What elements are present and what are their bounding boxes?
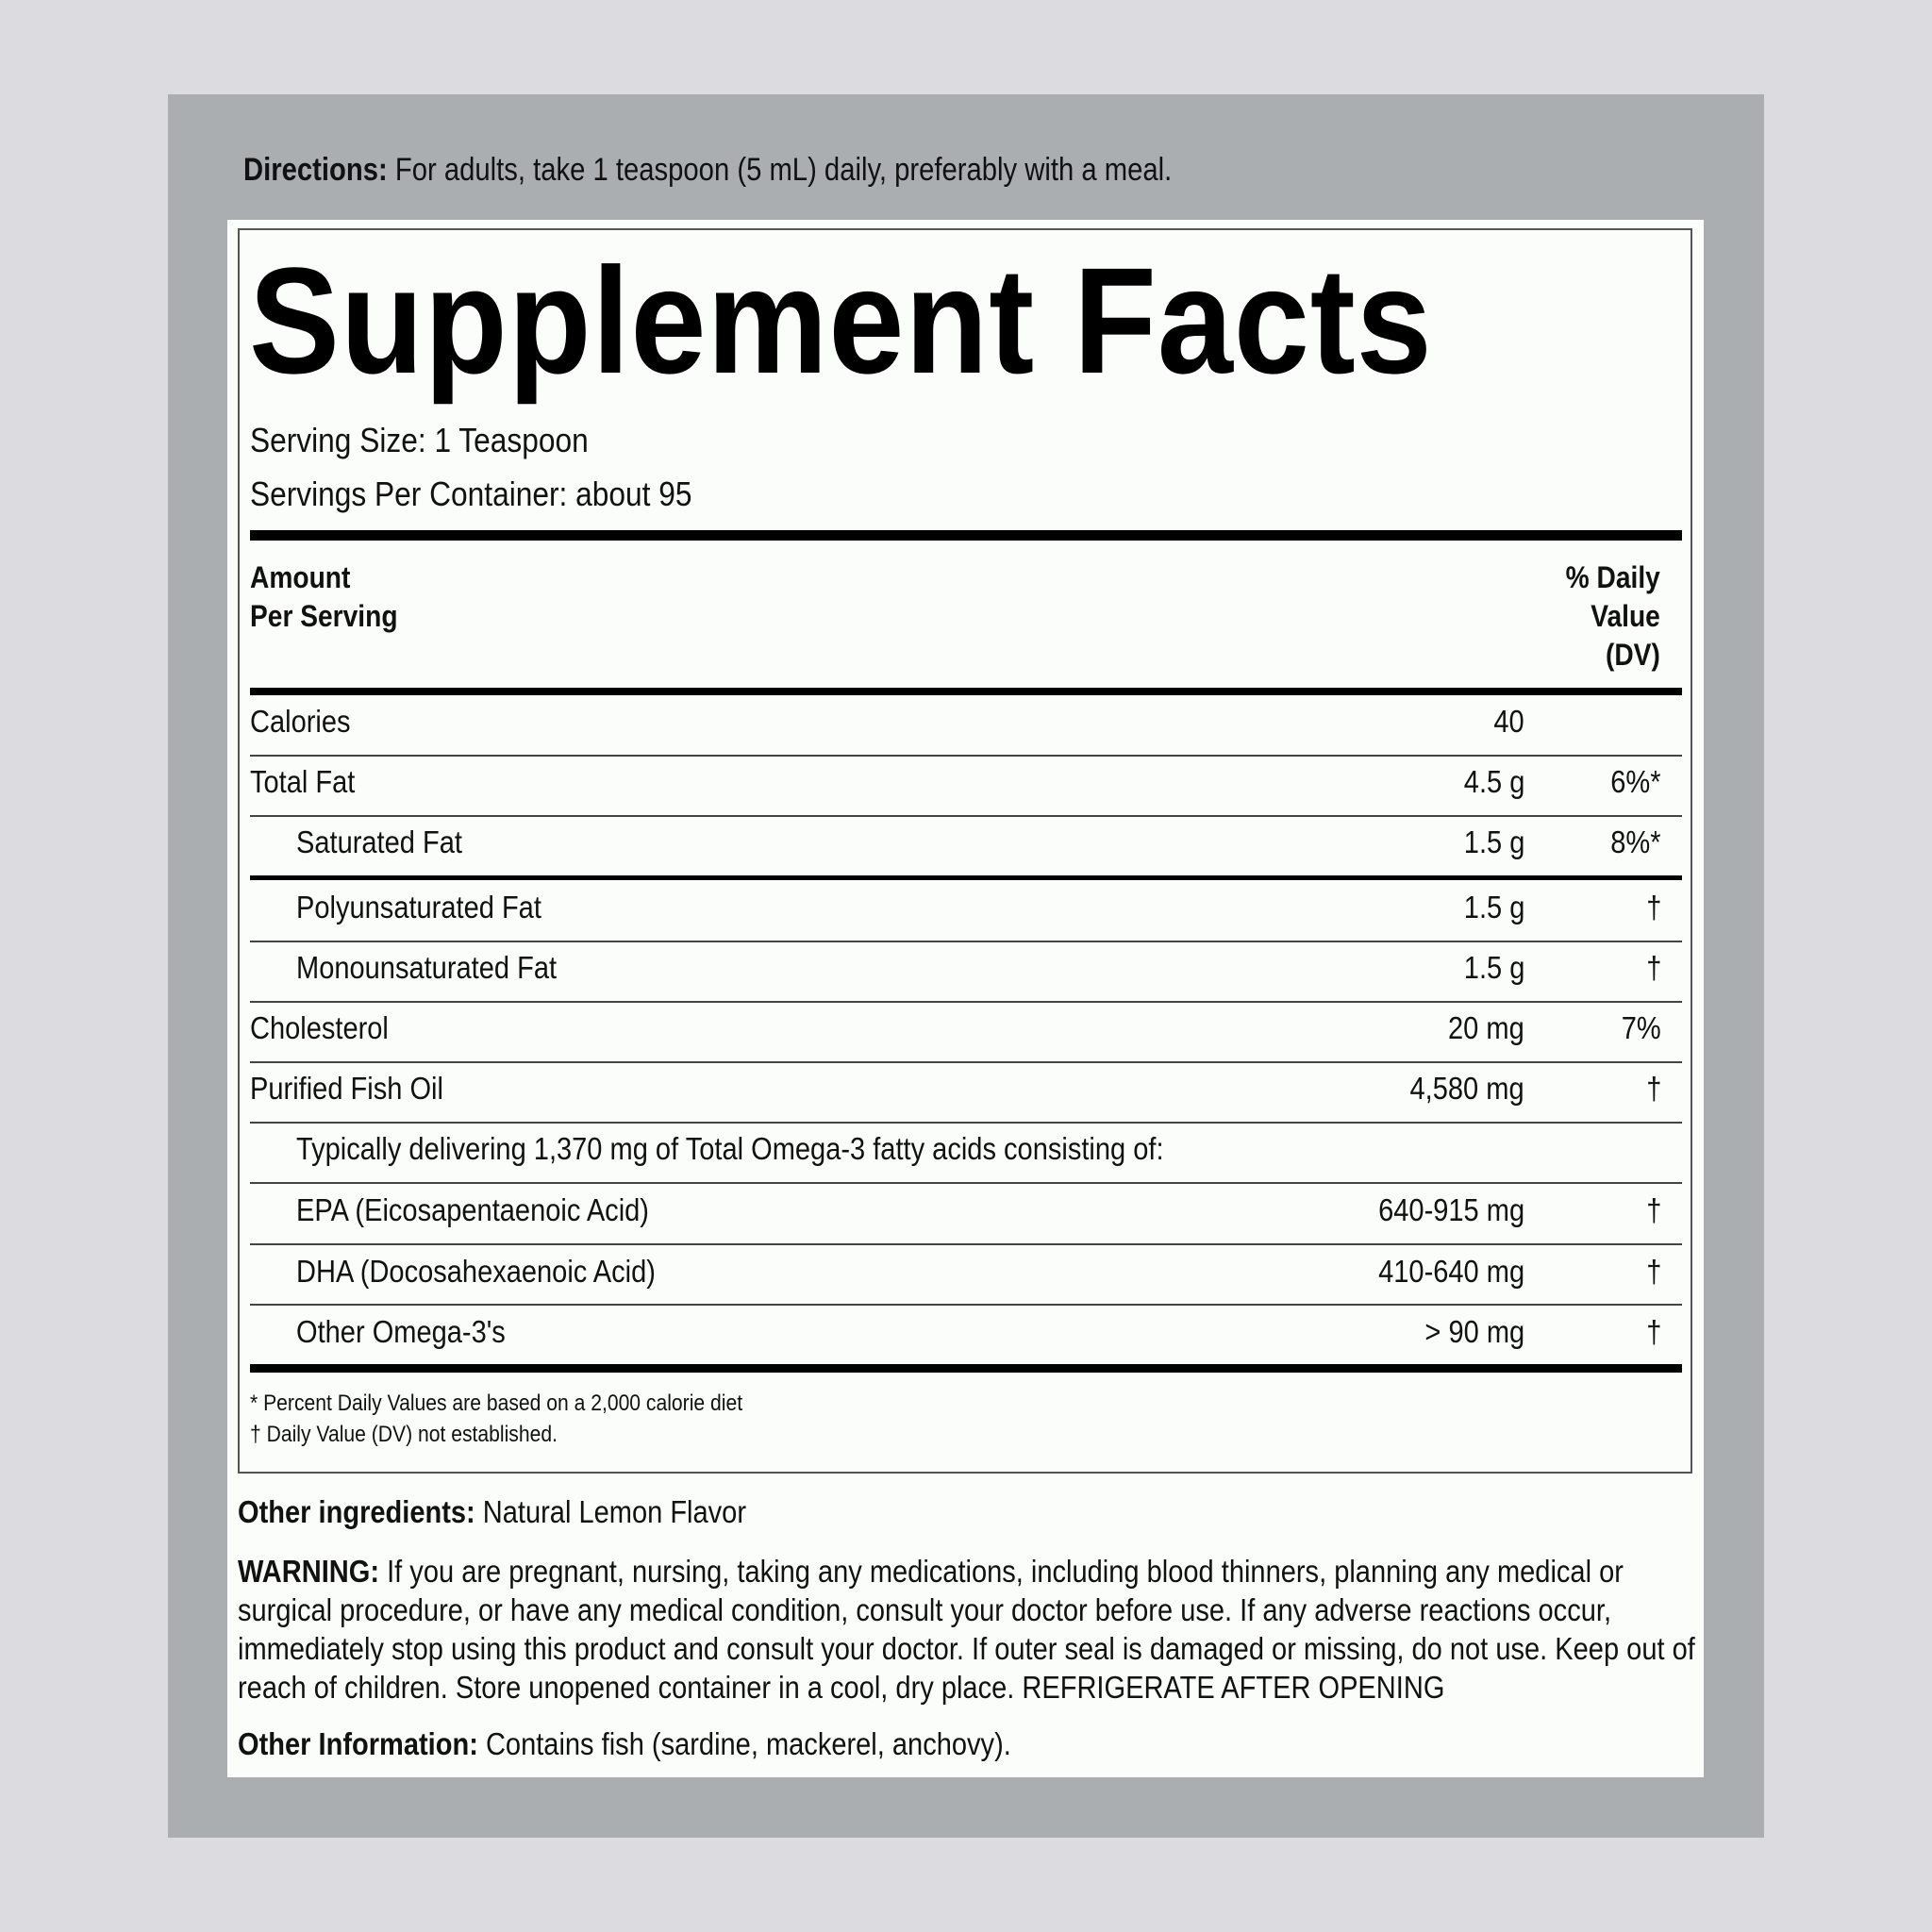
medium-divider xyxy=(250,875,1682,880)
row-label: Total Fat xyxy=(250,764,356,799)
row-label: Purified Fish Oil xyxy=(250,1071,443,1106)
row-divider xyxy=(250,1243,1682,1245)
row-dv: † xyxy=(1645,950,1661,985)
row-label: EPA (Eicosapentaenoic Acid) xyxy=(296,1192,649,1227)
header-amount-line1: Amount xyxy=(250,560,351,594)
row-label: Cholesterol xyxy=(250,1010,389,1045)
row-label: Typically delivering 1,370 mg of Total Omega-3 fatty acids consisting of: xyxy=(296,1131,1164,1166)
header-dv-line1: % Daily xyxy=(1565,560,1660,594)
thick-divider-bottom xyxy=(250,1364,1682,1373)
row-amount: 40 xyxy=(1493,704,1524,739)
row-divider xyxy=(250,1182,1682,1184)
row-amount: 410-640 mg xyxy=(1378,1254,1524,1289)
servings-per-container: Servings Per Container: about 95 xyxy=(250,475,692,513)
header-amount xyxy=(250,558,398,636)
row-label: Other Omega-3's xyxy=(296,1314,506,1349)
thick-divider-top xyxy=(250,530,1682,541)
footnote-dagger: † Daily Value (DV) not established. xyxy=(250,1422,558,1447)
row-dv: 7% xyxy=(1622,1010,1661,1045)
row-dv: † xyxy=(1645,890,1661,924)
row-amount: 640-915 mg xyxy=(1378,1192,1524,1227)
row-amount: > 90 mg xyxy=(1424,1314,1524,1349)
row-label: Monounsaturated Fat xyxy=(296,950,558,985)
other-ingredients-text: Natural Lemon Flavor xyxy=(475,1494,747,1529)
facts-title: Supplement Facts xyxy=(249,236,1433,405)
row-dv: † xyxy=(1645,1192,1661,1227)
row-dv: 8%* xyxy=(1610,824,1661,859)
directions xyxy=(243,151,1172,189)
row-dv: † xyxy=(1645,1254,1661,1289)
row-label: Calories xyxy=(250,704,351,739)
row-amount: 4.5 g xyxy=(1463,764,1524,799)
row-label: Saturated Fat xyxy=(296,824,462,859)
row-amount: 1.5 g xyxy=(1463,950,1524,985)
row-label: DHA (Docosahexaenoic Acid) xyxy=(296,1254,656,1289)
row-amount: 20 mg xyxy=(1448,1010,1524,1045)
header-dv-line2: Value xyxy=(1591,599,1660,633)
header-dv-line3: (DV) xyxy=(1606,638,1660,672)
other-information xyxy=(238,1724,1566,1763)
other-ingredients-label: Other ingredients: xyxy=(238,1494,475,1529)
other-information-text: Contains fish (sardine, mackerel, anchovy). xyxy=(477,1726,1011,1761)
other-ingredients xyxy=(238,1492,1566,1531)
footnote-percent: * Percent Daily Values are based on a 2,000 calorie diet xyxy=(250,1391,743,1416)
row-dv: † xyxy=(1645,1314,1661,1349)
row-divider xyxy=(250,1304,1682,1306)
row-dv: 6%* xyxy=(1610,764,1661,799)
serving-size: Serving Size: 1 Teaspoon xyxy=(250,421,589,459)
row-amount: 1.5 g xyxy=(1463,890,1524,924)
row-amount: 1.5 g xyxy=(1463,824,1524,859)
row-amount: 4,580 mg xyxy=(1409,1071,1524,1106)
row-divider xyxy=(250,815,1682,817)
row-divider xyxy=(250,755,1682,757)
row-label: Polyunsaturated Fat xyxy=(296,890,541,924)
row-dv: † xyxy=(1645,1071,1661,1106)
directions-text: For adults, take 1 teaspoon (5 mL) daily, preferably with a meal. xyxy=(387,152,1173,188)
row-divider xyxy=(250,941,1682,942)
warning xyxy=(238,1552,1724,1707)
row-divider xyxy=(250,1001,1682,1003)
row-divider xyxy=(250,1061,1682,1063)
thick-divider-header xyxy=(250,688,1682,695)
other-information-label: Other Information: xyxy=(238,1726,478,1761)
directions-label: Directions: xyxy=(243,152,388,188)
header-amount-line2: Per Serving xyxy=(250,599,398,633)
row-divider xyxy=(250,1122,1682,1124)
warning-label: WARNING: xyxy=(238,1554,380,1589)
header-daily-value xyxy=(1566,558,1660,675)
warning-text: If you are pregnant, nursing, taking any medications, including blood thinners, planning any medical or surgical procedure, or have any medical condition, consult your doctor before use. If any adverse reactions occur, immediately stop using this product and consult your doctor. If outer seal is damaged or missing, do not use. Keep out of reach of children. Store unopened container in a cool, dry place. REFRIGERATE AFTER OPENING xyxy=(238,1554,1695,1705)
